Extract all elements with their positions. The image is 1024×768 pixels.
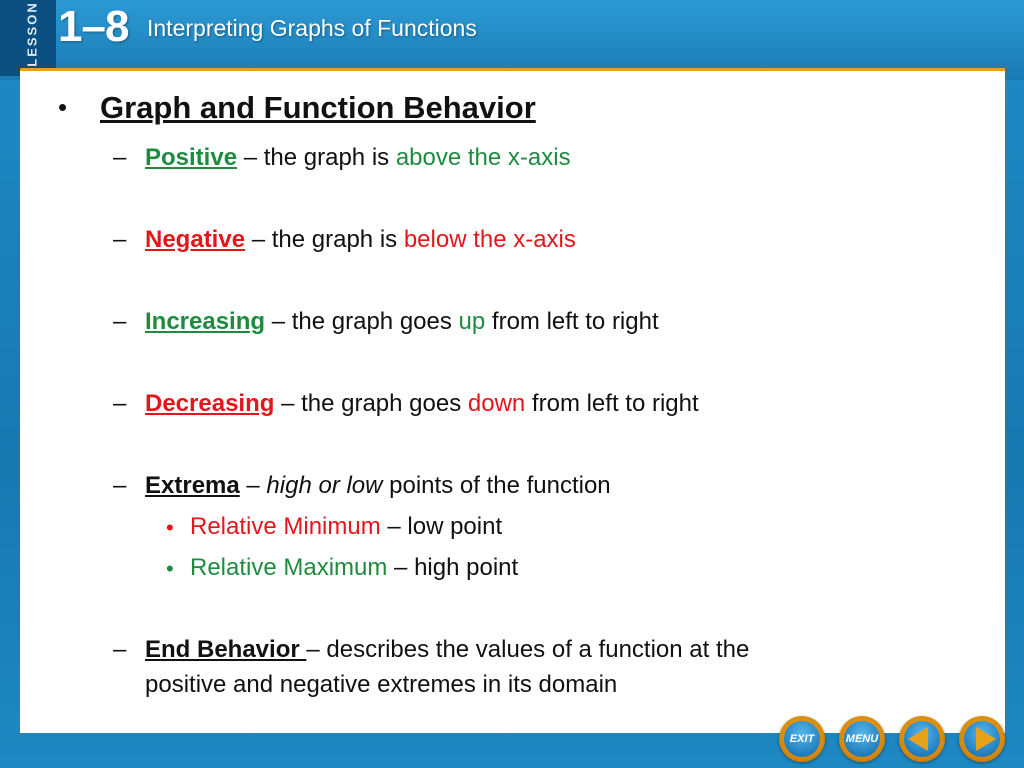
dash-bullet: –: [113, 636, 127, 663]
sub-bullet: •: [166, 556, 174, 581]
arrow-right-icon: [976, 727, 996, 751]
next-button[interactable]: [959, 716, 1005, 762]
dash-bullet: –: [113, 472, 127, 499]
term-extrema: Extrema: [145, 472, 240, 499]
arrow-left-icon: [908, 727, 928, 751]
item-text: [145, 636, 749, 664]
item-text: [145, 472, 611, 500]
main-heading: Graph and Function Behavior: [100, 90, 536, 125]
exit-label: EXIT: [789, 733, 815, 745]
previous-button[interactable]: [899, 716, 945, 762]
item-separator: – the graph is: [237, 144, 396, 171]
relative-maximum-desc: – high point: [387, 554, 519, 581]
item-tail: from left to right: [485, 308, 659, 335]
term-decreasing: Decreasing: [145, 390, 275, 417]
dash-bullet: –: [113, 144, 127, 171]
menu-button[interactable]: [839, 716, 885, 762]
dash-bullet: –: [113, 308, 127, 335]
menu-label: MENU: [845, 733, 879, 745]
item-text: [145, 226, 576, 254]
relative-minimum-label: Relative Minimum: [190, 513, 381, 540]
item-separator: – the graph goes: [265, 308, 459, 335]
item-text: [145, 144, 571, 172]
highlight-up: up: [458, 308, 486, 335]
highlight-down: down: [467, 390, 526, 417]
lesson-number: 1–8: [58, 2, 129, 51]
term-end-behavior: End Behavior: [145, 636, 307, 663]
main-bullet: •: [58, 92, 68, 122]
sub-item-text: [190, 513, 502, 541]
end-behavior-line2: positive and negative extremes in its domain: [145, 671, 618, 698]
item-tail: from left to right: [525, 390, 699, 417]
term-increasing: Increasing: [145, 308, 266, 335]
item-separator: – the graph is: [245, 226, 404, 253]
item-separator: – the graph goes: [274, 390, 468, 417]
lesson-label: LESSON: [24, 1, 40, 67]
dash-bullet: –: [113, 390, 127, 417]
term-positive: Positive: [145, 144, 238, 171]
item-separator: –: [239, 472, 267, 499]
exit-button[interactable]: [779, 716, 825, 762]
highlight-above: above the x-axis: [395, 144, 571, 171]
term-negative: Negative: [145, 226, 246, 253]
italic-high-or-low: high or low: [266, 472, 383, 499]
item-text: [145, 390, 699, 418]
item-text: [145, 308, 659, 336]
lesson-title: Interpreting Graphs of Functions: [147, 15, 477, 41]
end-behavior-line1: – describes the values of a function at the: [306, 636, 750, 663]
highlight-below: below the x-axis: [403, 226, 576, 253]
relative-minimum-desc: – low point: [380, 513, 503, 540]
dash-bullet: –: [113, 226, 127, 253]
lesson-tab: [0, 0, 56, 76]
item-tail: points of the function: [382, 472, 611, 499]
sub-bullet: •: [166, 515, 174, 540]
sub-item-text: [190, 554, 518, 582]
relative-maximum-label: Relative Maximum: [190, 554, 388, 581]
